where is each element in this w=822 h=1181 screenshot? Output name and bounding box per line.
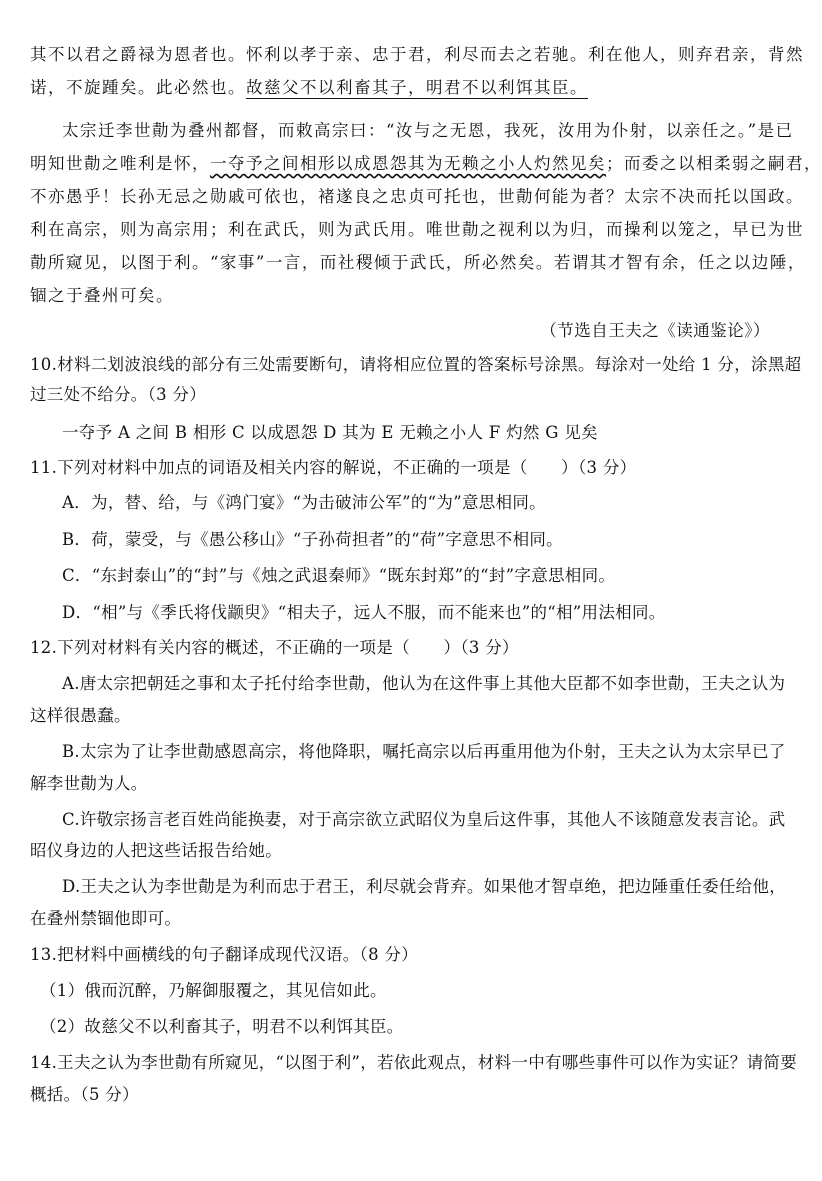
passage-text: ；而委之以相柔弱之嗣君， bbox=[606, 154, 822, 173]
passage-text: 明知世勣之唯利是怀， bbox=[30, 154, 210, 173]
wavy-underlined-sentence: 一夺予之间相形以成恩怨其为无赖之小人灼然见矣 bbox=[210, 154, 606, 173]
question-12-option-a-cont: 这样很愚蠢。 bbox=[30, 706, 131, 725]
passage-line bbox=[30, 75, 775, 101]
question-12-option-d: D.王夫之认为李世勣是为利而忠于君王，利尽就会背弃。如果他才智卓绝，把边陲重任委任给他， bbox=[62, 877, 787, 896]
question-13-item-1: （1）俄而沉醉，乃解御服覆之，其见信如此。 bbox=[40, 981, 387, 1000]
question-11-option-d: D．“相”与《季氏将伐颛臾》“相夫子，远人不服，而不能来也”的“相”用法相同。 bbox=[62, 603, 666, 622]
question-12-option-d-cont: 在叠州禁锢他即可。 bbox=[30, 909, 182, 928]
passage-line: 利在高宗，则为高宗用；利在武氏，则为武氏用。唯世勣之视利以为归，而操利以笼之，早已为世 bbox=[30, 220, 804, 239]
passage-line: 勣所窥见，以图于利。“家事”一言，而社稷倾于武氏，所必然矣。若谓其才智有余，任之以边陲， bbox=[30, 253, 806, 272]
question-13-stem: 13.把材料中画横线的句子翻译成现代汉语。（8 分） bbox=[30, 945, 419, 964]
question-12-option-b: B.太宗为了让李世勣感恩高宗，将他降职，嘱托高宗以后再重用他为仆射，王夫之认为太宗早已了 bbox=[62, 742, 786, 761]
question-12-option-a: A.唐太宗把朝廷之事和太子托付给李世勣，他认为在这件事上其他大臣都不如李世勣，王夫之认为 bbox=[62, 674, 786, 693]
passage-line: 锢之于叠州可矣。 bbox=[30, 286, 174, 305]
question-11-stem: 11.下列对材料中加点的词语及相关内容的解说，不正确的一项是（ ）（3 分） bbox=[30, 458, 637, 477]
question-12-option-b-cont: 解李世勣为人。 bbox=[30, 774, 148, 793]
question-10-options: 一夺予 A 之间 B 相形 C 以成恩怨 D 其为 E 无赖之小人 F 灼然 G 见矣 bbox=[62, 423, 598, 442]
question-10-line: 10.材料二划波浪线的部分有三处需要断句，请将相应位置的答案标号涂黑。每涂对一处给 1 分，涂黑超 bbox=[30, 355, 802, 374]
passage-line bbox=[30, 151, 822, 177]
passage-source: （节选自王夫之《读通鉴论》） bbox=[540, 321, 770, 340]
question-11-option-a: A．为，替、给，与《鸿门宴》“为击破沛公军”的“为”意思相同。 bbox=[62, 493, 546, 512]
question-14-line: 概括。（5 分） bbox=[30, 1085, 139, 1104]
passage-line: 不亦愚乎！长孙无忌之勋戚可依也，褚遂良之忠贞可托也，世勣何能为者？太宗不决而托以国政。 bbox=[30, 187, 804, 206]
question-12-option-c: C.许敬宗扬言老百姓尚能换妻，对于高宗欲立武昭仪为皇后这件事，其他人不该随意发表言论。武 bbox=[62, 810, 786, 829]
question-11-option-b: B．荷，蒙受，与《愚公移山》“子孙荷担者”的“荷”字意思不相同。 bbox=[62, 530, 563, 549]
question-11-option-c: C．“东封泰山”的“封”与《烛之武退秦师》“既东封郑”的“封”字意思相同。 bbox=[62, 566, 616, 585]
question-12-stem: 12.下列对材料有关内容的概述，不正确的一项是（ ）（3 分） bbox=[30, 638, 519, 657]
passage-line: 太宗迁李世勣为叠州都督，而敕高宗曰：“汝与之无恩，我死，汝用为仆射，以亲任之。”是已 bbox=[62, 121, 794, 140]
question-12-option-c-cont: 昭仪身边的人把这些话报告给她。 bbox=[30, 841, 282, 860]
question-14-line: 14.王夫之认为李世勣有所窥见，“以图于利”，若依此观点，材料一中有哪些事件可以作为实证？请简要 bbox=[30, 1053, 798, 1072]
question-10-line: 过三处不给分。（3 分） bbox=[30, 385, 207, 404]
underlined-sentence: 故慈父不以利畜其子，明君不以利饵其臣。 bbox=[246, 78, 588, 97]
passage-text: 诺，不旋踵矣。此必然也。 bbox=[30, 78, 246, 97]
passage-line: 其不以君之爵禄为恩者也。怀利以孝于亲、忠于君，利尽而去之若驰。利在他人，则弃君亲，背然 bbox=[30, 45, 804, 64]
question-13-item-2: （2）故慈父不以利畜其子，明君不以利饵其臣。 bbox=[40, 1017, 404, 1036]
